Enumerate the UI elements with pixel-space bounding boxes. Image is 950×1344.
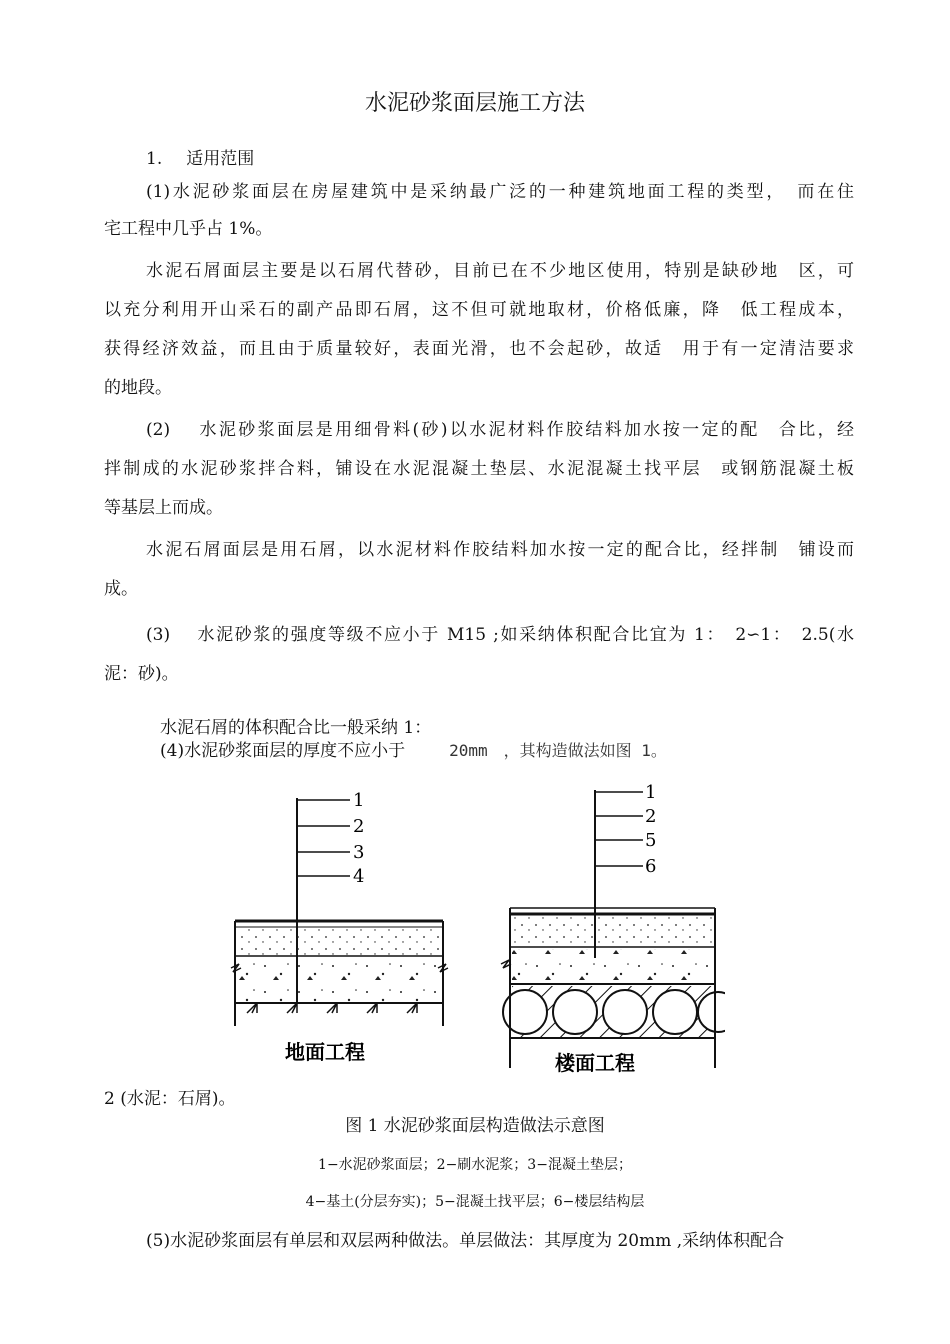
hollow-core-slab <box>503 990 725 1034</box>
ground-floor-section <box>231 790 448 1064</box>
section-number: 1. <box>146 149 163 169</box>
section-heading <box>146 148 896 170</box>
figure-caption: 图 1 水泥砂浆面层构造做法示意图 <box>345 1116 605 1136</box>
left-callout-1: 1 <box>353 790 365 811</box>
upper-floor-label: 楼面工程 <box>555 1051 635 1075</box>
right-callout-2: 2 <box>645 806 657 827</box>
ground-floor-label: 地面工程 <box>285 1040 365 1064</box>
paragraph-2-line-2: 以充分利用开山采石的副产品即石屑，这不但可就地取材，价格低廉，降 低工程成本， <box>104 300 854 320</box>
paragraph-6-line-2 <box>160 740 910 762</box>
paragraph-2-line-1: 水泥石屑面层主要是以石屑代替砂，目前已在不少地区使用，特别是缺砂地 区，可 <box>146 261 854 281</box>
paragraph-5-line-2: 泥：砂)。 <box>104 664 179 684</box>
paragraph-1-line-2: 宅工程中几乎占 1%。 <box>104 219 273 239</box>
left-callout-2: 2 <box>353 816 365 837</box>
upper-floor-section <box>501 782 725 1075</box>
paragraph-2-line-3: 获得经济效益，而且由于质量较好，表面光滑，也不会起砂，故适 用于有一定清洁要求 <box>104 339 854 359</box>
paragraph-4-line-1: 水泥石屑面层是用石屑，以水泥材料作胶结料加水按一定的配合比，经拌制 铺设而 <box>146 540 854 560</box>
paragraph-3-line-3: 等基层上而成。 <box>104 498 223 518</box>
page-title: 水泥砂浆面层施工方法 <box>364 91 585 116</box>
right-callout-6: 6 <box>645 856 657 877</box>
paragraph-5-line-1: (3) 水泥砂浆的强度等级不应小于 M15 ;如采纳体积配合比宜为 1： 2∽1： 2.5(水 <box>146 625 854 645</box>
left-callout-4: 4 <box>353 866 365 887</box>
paragraph-6-tail: 2 (水泥：石屑)。 <box>104 1089 236 1109</box>
right-callout-1: 1 <box>645 782 657 803</box>
figure-legend-line-2: 4−基土(分层夯实)；5−混凝土找平层；6−楼层结构层 <box>305 1194 645 1210</box>
paragraph-7-line-1: (5)水泥砂浆面层有单层和双层两种做法。单层做法：其厚度为 20mm ,采纳体积配合 <box>146 1231 785 1251</box>
paragraph-6-line-2-b: 20mm ，其构造做法如图 1。 <box>449 741 667 760</box>
section-label: 适用范围 <box>186 149 255 169</box>
paragraph-3-line-2: 拌制成的水泥砂浆拌合料，铺设在水泥混凝土垫层、水泥混凝土找平层 或钢筋混凝土板 <box>104 459 854 479</box>
paragraph-3-line-1: (2) 水泥砂浆面层是用细骨料(砂)以水泥材料作胶结料加水按一定的配 合比，经 <box>146 420 854 440</box>
construction-diagram <box>225 778 725 1083</box>
paragraph-2-line-4: 的地段。 <box>104 378 172 398</box>
soil-hatching <box>247 1003 417 1013</box>
right-callout-5: 5 <box>645 830 657 851</box>
paragraph-6-line-1: 水泥石屑的体积配合比一般采纳 1： <box>160 718 432 738</box>
figure-legend-line-1: 1−水泥砂浆面层；2−刷水泥浆；3−混凝土垫层； <box>318 1157 632 1173</box>
left-callout-3: 3 <box>353 842 365 863</box>
paragraph-4-line-2: 成。 <box>104 579 138 599</box>
paragraph-6-line-2-a: (4)水泥砂浆面层的厚度不应小于 <box>160 741 406 761</box>
construction-figure <box>225 778 725 1083</box>
paragraph-1-line-1: (1)水泥砂浆面层在房屋建筑中是采纳最广泛的一种建筑地面工程的类型， 而在住 <box>146 182 854 202</box>
